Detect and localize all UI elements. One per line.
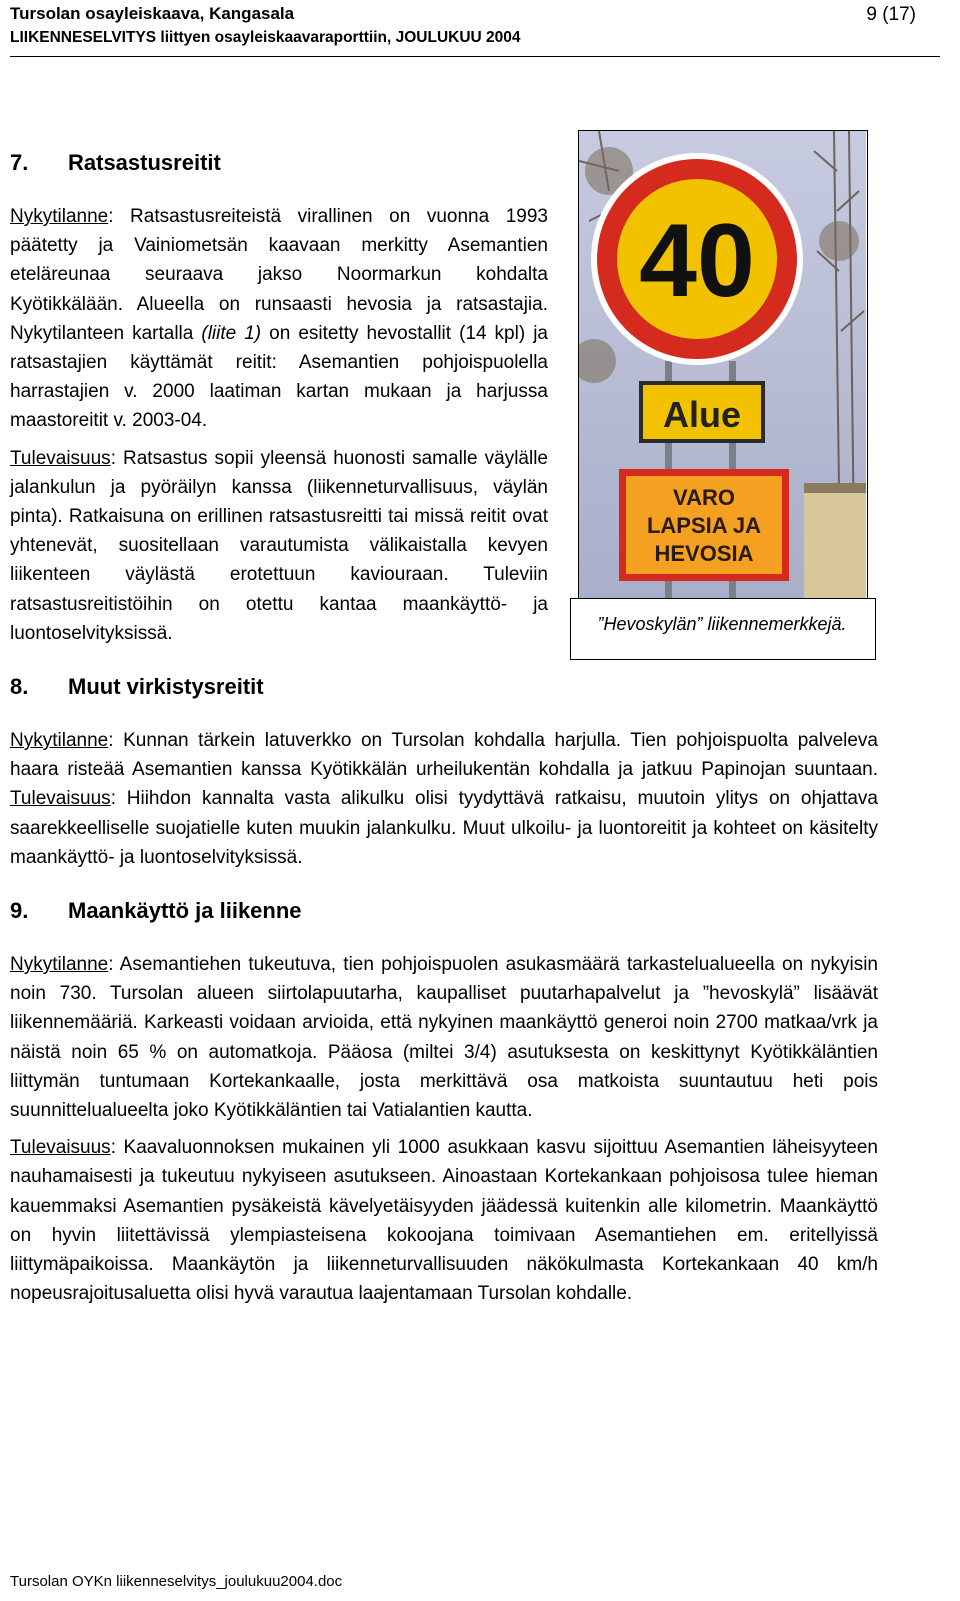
text: : Hiihdon kannalta vasta alikulku olisi tyydyttävä ratkaisu, muutoin ylitys on ohjattava saarekkeelliselle suojatielle kuten muukin jalankulku. Muut ulkoilu- ja luontoreitit ja kohteet on käsitelty maankäyttö- ja luontoselvityksissä. <box>10 788 878 868</box>
sign-warn-line-3: HEVOSIA <box>654 541 754 566</box>
sign-speed-text: 40 <box>639 203 755 319</box>
section-number: 7. <box>10 150 29 175</box>
road-signs-photo <box>578 130 868 630</box>
text: : Kaavaluonnoksen mukainen yli 1000 asukkaan kasvu sijoittuu Asemantien läheisyyteen nauhamaisesti ja tukeutuu nykyiseen asutukseen. Ainoastaan Kortekankaan pohjoisosa tulee hieman kauemmaksi Asemantien pysäkeistä kävelyetäisyyden jäädessä kuitenkin alle kilometrin. Maankäyttö on hyvin liitettävissä ylempiasteisena kokoojana toimivaan Asemantiehen em. eritellyissä liittymäpaikoissa. Maankäytön ja liikenneturvallisuuden näkökulmasta Kortekankaan 40 km/h nopeusrajoitusaluetta olisi hyvä varautua laajentamaan Tursolan kohdalle. <box>10 1137 878 1305</box>
paragraph-9-future <box>10 1133 878 1308</box>
page-footer: Tursolan OYKn liikenneselvitys_joulukuu2004.doc <box>10 1573 343 1590</box>
text: on esitetty hevostallit (14 kpl) ja ratsastajien käyttämät reitit: Asemantien pohjoispuolella harrastajien v. 2000 laatiman kartan mukaan ja harjussa maastoreitit v. 2003-04. <box>10 322 548 432</box>
label-future: Tulevaisuus <box>10 788 111 810</box>
paragraph-8 <box>10 726 878 872</box>
sign-warn-line-1: VARO <box>673 485 735 510</box>
road-signs-figure <box>570 130 878 665</box>
section-title: Ratsastusreitit <box>68 150 221 175</box>
text: : Ratsastus sopii yleensä huonosti samalle väylälle jalankulun ja pyöräilyn kanssa (liikenneturvallisuus, väylän pinta). Ratkaisuna on erillinen ratsastusreitti tai missä reitit ovat yhtenevät, suositellaan varautumista välikaistalla kevyen liikenteen väylästä erotettuun kaviouraan. Tuleviin ratsastusreitistöihin on otettu kantaa maankäyttö- ja luontoselvityksissä. <box>10 447 548 644</box>
page-number: 9 (17) <box>866 4 916 25</box>
text: : Ratsastusreiteistä virallinen on vuonna 1993 päätetty ja Vainiometsän kaavaan merkitty Asemantien eteläreunaa seuraava jakso Noormarkun kohdalta Kyötikkälään. Alueella on runsaasti hevosia ja ratsastajia. Nykytilanteen kartalla <box>10 206 548 344</box>
sign-warn-line-2: LAPSIA JA <box>646 513 762 538</box>
page-header <box>10 4 940 56</box>
header-divider <box>10 56 940 57</box>
document-title: Tursolan osayleiskaava, Kangasala <box>10 4 295 23</box>
label-current-state: Nykytilanne <box>10 206 109 227</box>
label-current-state: Nykytilanne <box>10 954 109 976</box>
section-heading-8 <box>10 672 878 702</box>
text: : Kunnan tärkein latuverkko on Tursolan kohdalla harjulla. Tien pohjoispuolta palveleva haara risteää Asemantien kanssa Kyötikkälän urheilukentän kohdalla ja jatkuu Papinojan suuntaan. <box>10 730 878 781</box>
road-signs-illustration <box>579 131 866 628</box>
document-body <box>10 148 878 1309</box>
section-number: 8. <box>10 674 29 700</box>
section-title: Maankäyttö ja liikenne <box>68 898 302 924</box>
appendix-ref: (liite 1) <box>201 322 262 344</box>
text: : Asemantiehen tukeutuva, tien pohjoispuolen asukasmäärä tarkastelualueella on nykyisin noin 730. Tursolan alueen siirtolapuutarha, kaupalliset puutarhapalvelut ja ”hevoskylä” lisäävät liikennemääriä. Karkeasti voidaan arvioida, että nykyinen maankäyttö generoi noin 2700 matkaa/vrk ja näistä noin 65 % on automatkoja. Pääosa (miltei 3/4) asutuksesta on keskittynyt Kyötikkäläntien liittymän tuntumaan Kortekankaalle, josta merkittävä osa matkoista suuntautuu heti pois suunnittelualueelta joko Kyötikkäläntien tai Vatialantien kautta. <box>10 954 878 1122</box>
section-number: 9. <box>10 898 29 924</box>
section-heading-9 <box>10 896 878 926</box>
label-future: Tulevaisuus <box>10 1137 111 1159</box>
label-current-state: Nykytilanne <box>10 730 109 752</box>
sign-area-text: Alue <box>662 394 742 435</box>
label-future: Tulevaisuus <box>10 447 111 469</box>
document-subtitle: LIIKENNESELVITYS liittyen osayleiskaavaraporttiin, JOULUKUU 2004 <box>10 29 521 46</box>
figure-caption: ”Hevoskylän” liikennemerkkejä. <box>597 614 847 634</box>
paragraph-9-current <box>10 950 878 1125</box>
section-title: Muut virkistysreitit <box>68 674 264 700</box>
